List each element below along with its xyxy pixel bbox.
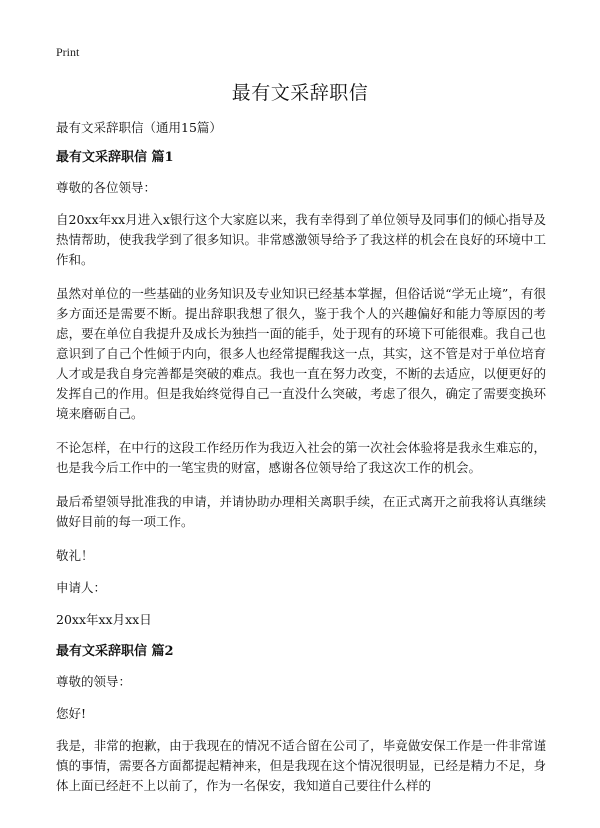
paragraph: 自20xx年xx月进入x银行这个大家庭以来，我有幸得到了单位领导及同事们的倾心指导及热情帮助，使我我学到了很多知识。非常感激领导给予了我这样的机会在良好的环境中工作和。 [56, 212, 546, 267]
salutation: 尊敬的各位领导： [56, 180, 157, 195]
paragraph: 不论怎样，在中行的这段工作经历作为我迈入社会的第一次社会体验将是我永生难忘的，也是我今后工作中的一笔宝贵的财富，感谢各位领导给了我这次工作的机会。 [56, 440, 546, 475]
section-2 [56, 642, 546, 796]
section-heading: 最有文采辞职信 篇1 [56, 150, 174, 165]
paragraph: 我是，非常的抱歉，由于我现在的情况不适合留在公司了，毕竟做安保工作是一件非常谨慎的事情，需要各方面都提起精神来，但是我现在这个情况很明显，已经是精力不足，身体上面已经赶不上以前了，作为一名保安，我知道自己要往什么样的 [56, 738, 546, 793]
print-link[interactable]: Print [56, 45, 80, 59]
salutation: 尊敬的领导： [56, 674, 132, 689]
document-subtitle: 最有文采辞职信（通用15篇） [56, 120, 222, 135]
section-1 [56, 148, 546, 630]
section-heading: 最有文采辞职信 篇2 [56, 644, 174, 659]
paragraph: 最后希望领导批准我的申请，并请协助办理相关离职手续，在正式离开之前我将认真继续做好目前的每一项工作。 [56, 494, 546, 529]
closing: 敬礼！ [56, 548, 94, 563]
date: 20xx年xx月xx日 [56, 612, 152, 627]
signature-label: 申请人： [56, 580, 107, 595]
paragraph: 虽然对单位的一些基础的业务知识及专业知识已经基本掌握，但俗话说“学无止境”，有很多方面还是需要不断。提出辞职我想了很久，鉴于我个人的兴趣偏好和能力等原因的考虑，要在单位自我提升及成长为独挡一面的能手，处于现有的环境下可能很难。我自己也意识到了自己个性倾于内向，很多人也经常提醒我这一点，其实，这不管是对于单位培育人才或是我自身完善都是突破的难点。我也一直在努力改变，不断的去适应，以便更好的发挥自己的作用。但是我始终觉得自己一直没什么突破，考虑了很久，确定了需要变换环境来磨砺自己。 [56, 286, 546, 421]
greeting: 您好! [56, 706, 87, 721]
document-body [56, 118, 546, 810]
document-title: 最有文采辞职信 [231, 82, 369, 104]
